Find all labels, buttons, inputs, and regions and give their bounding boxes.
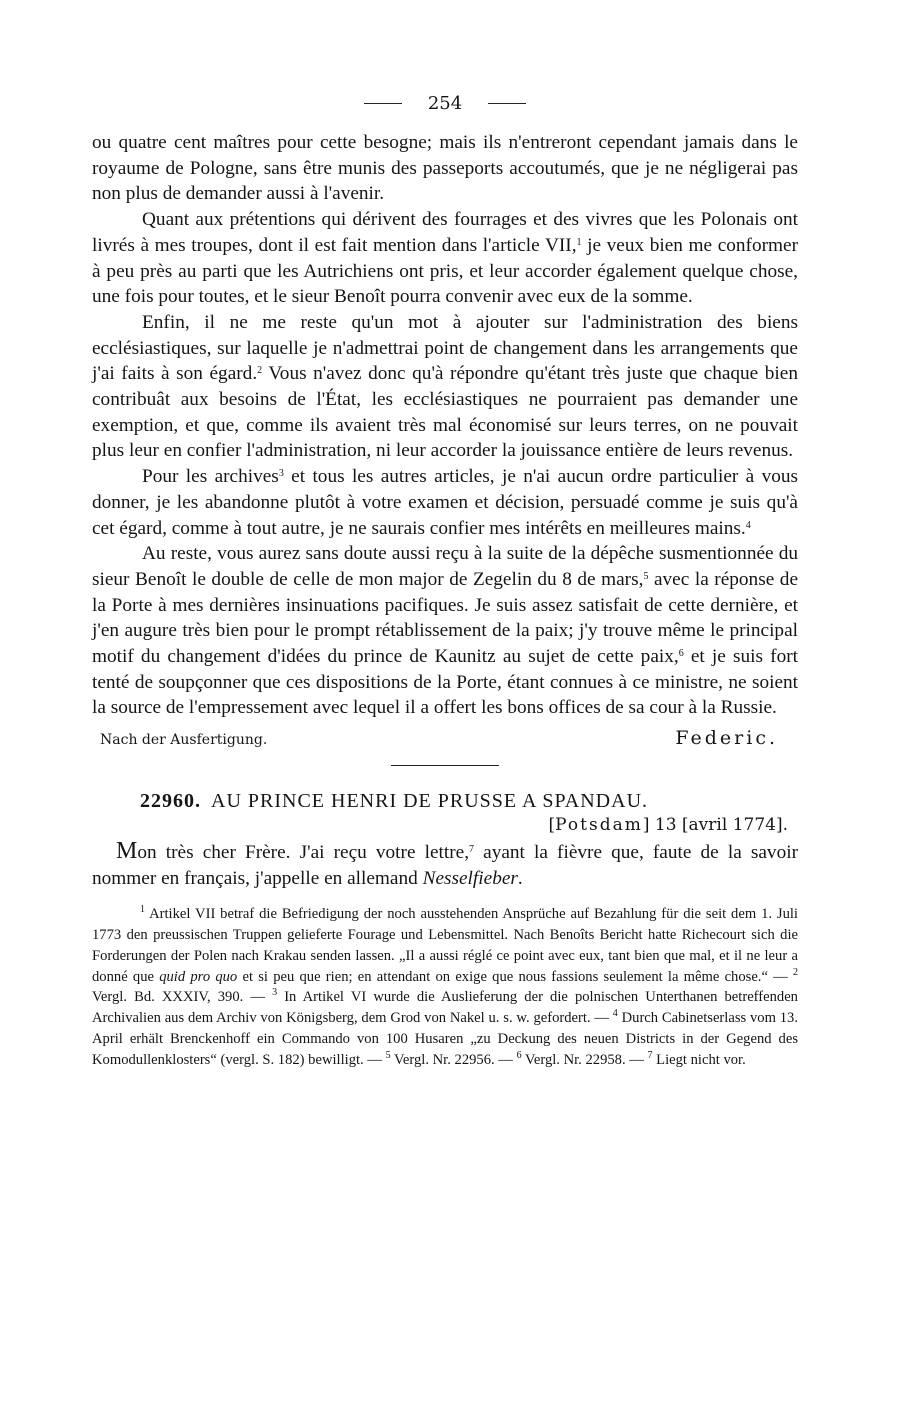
paragraph-text: et je suis fort tenté de soupçonner que ces dispositions de la Porte, étant connues à ce ministre, ne soient la source de l'empressement avec lequel il a offert les bons offices de sa cour à la Russie.: [92, 646, 798, 719]
footnote-marker: 7: [647, 1049, 653, 1061]
footnote-marker: 3: [272, 987, 278, 999]
footnote-marker: 6: [516, 1049, 522, 1061]
footnote-ref: 2: [257, 365, 263, 377]
footnote-marker: 5: [385, 1049, 391, 1061]
document-page: [92, 86, 798, 1071]
footnote-ref: 6: [678, 648, 684, 660]
source-note: Nach der Ausfertigung.: [100, 732, 268, 749]
paragraph-text: Quant aux prétentions qui dérivent des fourrages et des vivres que les Polonais ont livrés à mes troupes, dont il est fait mention dans l'article VII,: [92, 209, 798, 256]
paragraph: [92, 464, 798, 541]
footnote-block: [92, 904, 798, 1070]
footnote-ref: 4: [745, 519, 751, 531]
letter-text: [92, 130, 798, 721]
page-number: 254: [427, 92, 463, 114]
footnote-ref: 7: [469, 844, 475, 856]
header-dash-right: [488, 103, 526, 104]
letter-date: [92, 814, 798, 836]
paragraph-text: Au reste, vous aurez sans doute aussi reçu à la suite de la dépêche susmentionnée du sieur Benoît le double de celle de mon major de Zegelin du 8 de mars,: [92, 543, 798, 590]
paragraph-text: Enfin, il ne me reste qu'un mot à ajouter sur l'administration des biens ecclésiastiques, sur laquelle je n'admettrai point de changement dans les arrangements que j'ai faits à son égard.: [92, 311, 798, 385]
footnote-marker: 2: [792, 966, 798, 978]
letter-heading: [92, 788, 798, 814]
paragraph: [92, 207, 798, 310]
footnote-ref: 5: [643, 570, 649, 582]
paragraph: [92, 541, 798, 721]
signature-row: [92, 727, 798, 749]
paragraph-text: Pour les archives: [142, 466, 279, 488]
signature: Federic.: [675, 727, 778, 750]
footnote-text: In Artikel VI wurde die Auslieferung der die polnischen Unterthanen betreffenden Archivalien aus dem Archiv von Königsberg, dem Grod von Nakel u. s. w. gefordert. —: [92, 989, 798, 1027]
header-dash-left: [364, 103, 402, 104]
date-place: Potsdam: [555, 815, 643, 836]
body-text: ayant la fièvre que, faute de la savoir nommer en français, j'appelle en allemand: [92, 842, 798, 890]
footnote-text: et si peu que rien; en attendant on exige que nous fassions seulement la même chose.“ —: [237, 968, 793, 985]
letter-title: AU PRINCE HENRI DE PRUSSE A SPANDAU.: [211, 790, 649, 813]
footnote-text: Liegt nicht vor.: [652, 1051, 746, 1068]
paragraph-text: je veux bien me conformer à peu près au parti que les Autrichiens ont pris, et leur accorder également quelque chose, une fois pour toutes, et le sieur Benoît pourra convenir avec eux de la somme.: [92, 234, 799, 308]
date-text: ] 13 [avril 1774].: [642, 815, 788, 836]
body-italic-word: Nesselfieber: [422, 868, 518, 890]
paragraph: [92, 310, 798, 464]
body-text: on très cher Frère. J'ai reçu votre lettre,: [137, 842, 470, 864]
paragraph: [92, 130, 798, 207]
date-bracket: [: [548, 815, 556, 836]
footnotes: [92, 904, 798, 1070]
footnote-marker: 4: [612, 1008, 618, 1020]
paragraph-text: avec la réponse de la Porte à mes dernières insinuations pacifiques. Je suis assez satisfait de cette dernière, et j'en augure très bien pour le prompt rétablissement de la paix; j'y trouve même le principal motif du changement d'idées du prince de Kaunitz au sujet de cette paix,: [92, 568, 798, 668]
footnote-ref: 1: [576, 236, 582, 248]
footnote-ref: 3: [278, 468, 284, 480]
paragraph-text: ou quatre cent maîtres pour cette besogne; mais ils n'entreront cependant jamais dans le royaume de Pologne, sans être munis des passeports accoutumés, que je ne négligerai pas non plus de demander aussi à l'avenir.: [92, 132, 798, 205]
footnote-text: Vergl. Bd. XXXIV, 390. —: [92, 989, 273, 1006]
page-header: [92, 86, 798, 120]
footnote-text: Vergl. Nr. 22958. —: [521, 1051, 648, 1068]
letter-number: 22960.: [140, 790, 201, 813]
initial-letter: M: [116, 838, 138, 865]
separator-rule: [391, 765, 499, 766]
paragraph-text: Vous n'avez donc qu'à répondre qu'étant très juste que chaque bien contribuât aux besoins de l'État, les ecclésiastiques ne pourraient pas demander une exemption, et que, comme ils avaient très mal économisé sur leurs terres, on ne pouvait plus leur en confier l'administration, ni leur accorder la jouissance entière de leurs revenus.: [92, 363, 798, 462]
footnote-text: Durch Cabinetserlass vom 13. April erhält Brenckenhoff ein Commando von 100 Husaren „zu Deckung des neuen Districts in der Gegend des Komodullenklosters“ (vergl. S. 182) bewilligt. —: [92, 1010, 798, 1068]
footnote-text: Artikel VII betraf die Befriedigung der noch ausstehenden Ansprüche auf Bezahlung für die seit dem 1. Juli 1773 den preussischen Truppen gelieferte Fourage und Lebensmittel. Nach Benoîts Bericht hatte Richecourt sich die Forderungen der Polen nach Krakau senden lassen. „Il a aussi réglé ce point avec eux, tant bien que mal, et il ne leur a donné que: [92, 906, 798, 985]
letter-body: [92, 838, 798, 892]
body-text: .: [517, 868, 523, 890]
paragraph-text: et tous les autres articles, je n'ai aucun ordre particulier à vous donner, je les abandonne plutôt à votre examen et décision, persuadé comme je suis qu'à cet égard, comme à tout autre, je ne saurais confier mes intérêts en meilleures mains.: [92, 466, 798, 539]
footnote-marker: 1: [140, 904, 145, 916]
footnote-italic: quid pro quo: [159, 968, 238, 985]
footnote-text: Vergl. Nr. 22956. —: [390, 1051, 517, 1068]
